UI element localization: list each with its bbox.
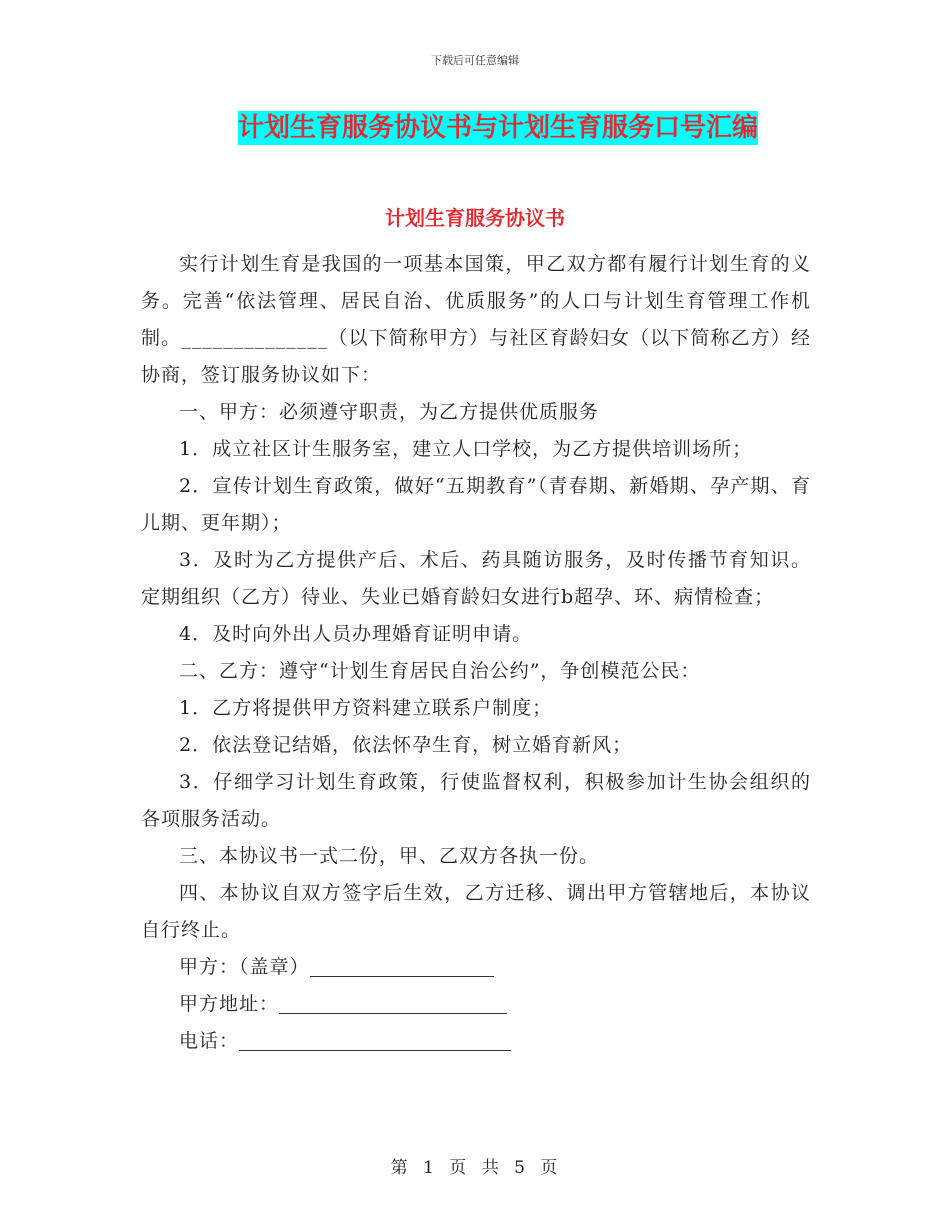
- signature-address-label: 甲方地址：: [179, 993, 280, 1015]
- body-paragraph: 1．乙方将提供甲方资料建立联系户制度；: [179, 697, 553, 719]
- document-subtitle: 计划生育服务协议书: [385, 206, 565, 230]
- document-title: [0, 110, 950, 146]
- document-body: [141, 246, 811, 1060]
- page-header-note: 下载后可任意编辑: [431, 54, 519, 67]
- signature-seal-row: [141, 949, 811, 986]
- signature-address-blank[interactable]: [279, 991, 507, 1014]
- body-paragraph: 1．成立社区计生服务室，建立人口学校，为乙方提供培训场所；: [179, 438, 753, 460]
- signature-seal-blank[interactable]: [310, 954, 494, 977]
- page-number: 第 1 页 共 5 页: [390, 1158, 560, 1178]
- body-paragraph: 2．依法登记结婚，依法怀孕生育，树立婚育新风；: [179, 734, 633, 756]
- body-paragraph: 三、本协议书一式二份，甲、乙双方各执一份。: [179, 845, 600, 867]
- document-title-text: 计划生育服务协议书与计划生育服务口号汇编: [237, 113, 758, 143]
- body-paragraph: 一、甲方：必须遵守职责，为乙方提供优质服务: [179, 401, 600, 423]
- signature-address-row: [141, 986, 811, 1023]
- signature-seal-label: 甲方：（盖章）: [179, 956, 310, 978]
- body-paragraph: 3．及时为乙方提供产后、术后、药具随访服务，及时传播节育知识。定期组织（乙方）待业、失业已婚育龄妇女进行b超孕、环、病情检查；: [141, 549, 811, 608]
- body-paragraph: 实行计划生育是我国的一项基本国策，甲乙双方都有履行计划生育的义务。完善“依法管理、居民自治、优质服务”的人口与计划生育管理工作机制。______________（以下简称甲方）与社区育龄妇女（以下简称乙方）经协商，签订服务协议如下：: [141, 253, 811, 386]
- body-paragraph: 二、乙方：遵守“计划生育居民自治公约”，争创模范公民：: [179, 660, 701, 682]
- body-paragraph: 2．宣传计划生育政策，做好“五期教育”（青春期、新婚期、孕产期、育儿期、更年期）；: [141, 475, 811, 534]
- body-paragraph: 四、本协议自双方签字后生效，乙方迁移、调出甲方管辖地后，本协议自行终止。: [141, 882, 811, 941]
- signature-phone-label: 电话：: [179, 1030, 240, 1052]
- body-paragraph: 3．仔细学习计划生育政策，行使监督权利，积极参加计生协会组织的各项服务活动。: [141, 771, 811, 830]
- body-paragraph: 4．及时向外出人员办理婚育证明申请。: [179, 623, 533, 645]
- signature-phone-row: [141, 1023, 811, 1060]
- signature-phone-blank[interactable]: [239, 1028, 511, 1051]
